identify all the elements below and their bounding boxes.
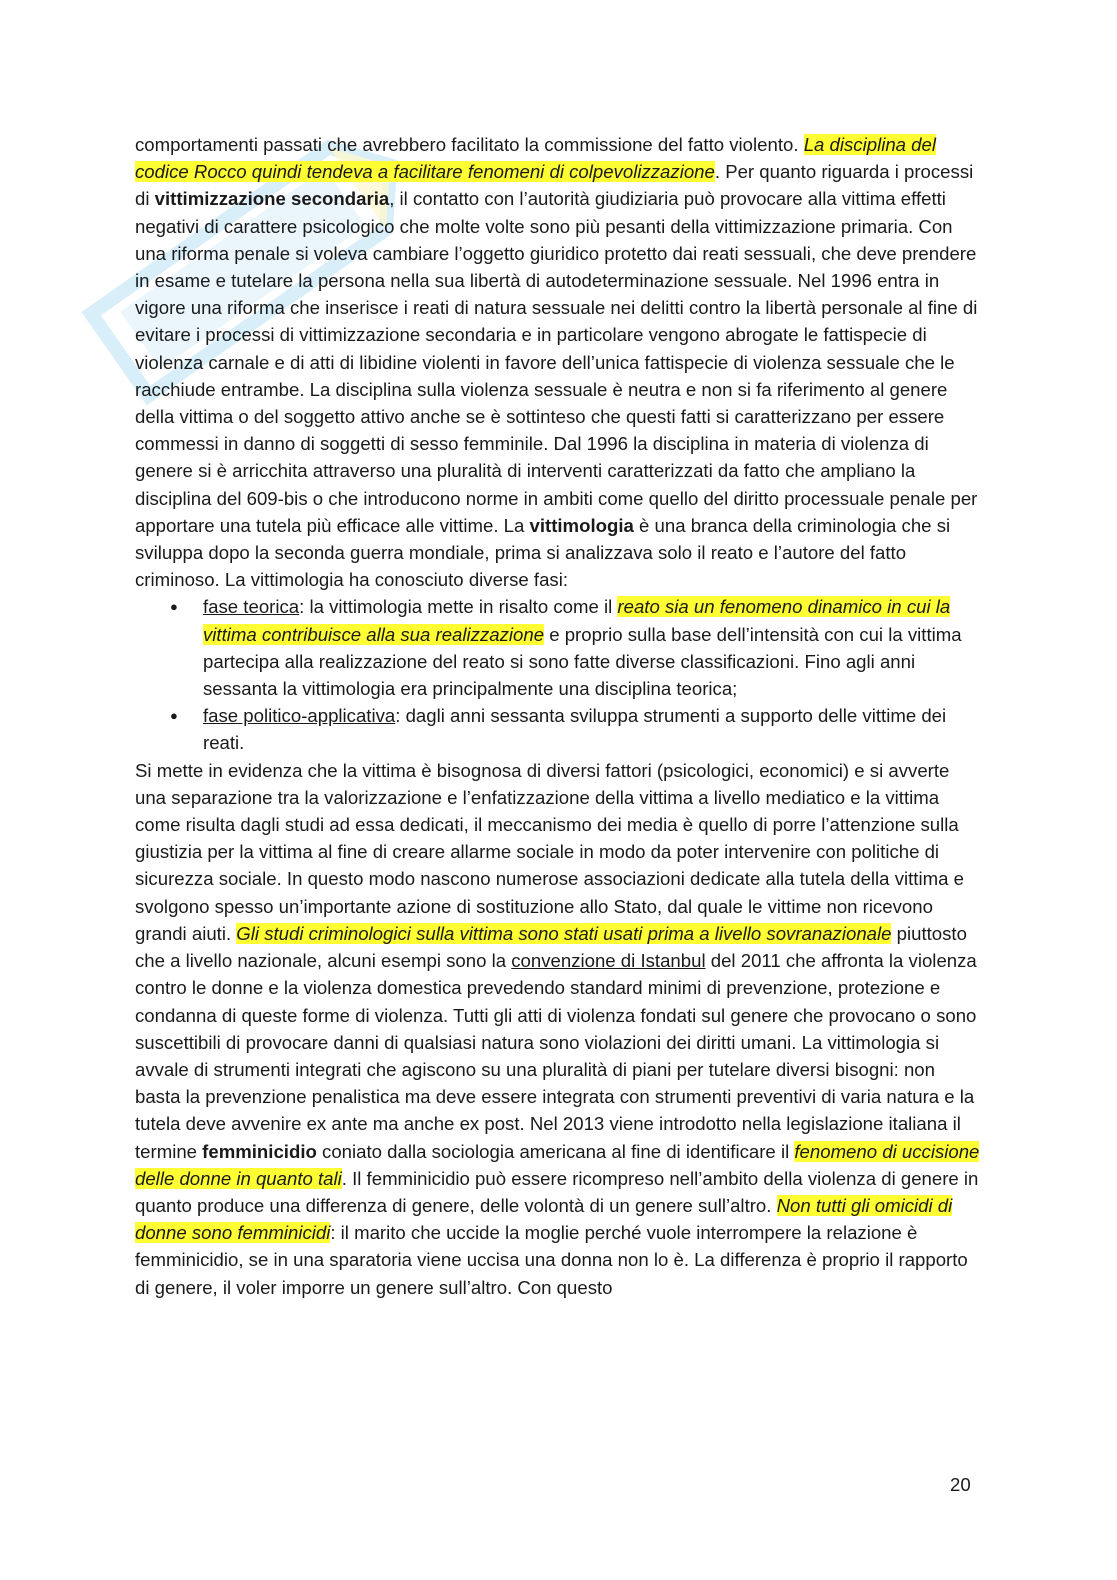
text-run: : dagli anni sessanta sviluppa strumenti a supporto delle vittime dei reati. [203, 705, 947, 754]
paragraph [135, 757, 980, 1301]
paragraph [135, 131, 980, 593]
text-run: coniato dalla sociologia americana al fine di identificare il [316, 1140, 795, 1162]
underlined-term: fase teorica [203, 596, 300, 618]
text-run: . Per quanto riguarda i processi di [135, 161, 974, 210]
text-run: : la vittimologia mette in risalto come il [299, 596, 618, 618]
underlined-term: convenzione di Istanbul [511, 950, 706, 972]
page-number: 20 [950, 1474, 971, 1495]
bullet-list [135, 593, 980, 756]
highlighted-text: reato sia un fenomeno dinamico in cui la vittima contribuisce alla sua realizzazione [203, 596, 951, 645]
list-item [203, 593, 980, 702]
highlighted-text: Gli studi criminologici sulla vittima sono stati usati prima a livello sovranazionale [236, 922, 892, 944]
text-run: piuttosto che a livello nazionale, alcuni esempi sono la [135, 922, 967, 972]
text-run: , il contatto con l’autorità giudiziaria può provocare alla vittima effetti negativi di carattere psicologico che molte volte sono più pesanti della vittimizzazione primaria. Con una riforma penale si voleva cambiare l’oggetto giuridico protetto dai reati sessuali, che deve prendere in esame e tutelare la persona nella sua libertà di autodeterminazione sessuale. Nel 1996 entra in vigore una riforma che inserisce i reati di natura sessuale nei delitti contro la libertà personale al fine di evitare i processi di vittimizzazione secondaria e in particolare vengono abrogate le fattispecie di violenza carnale e di atti di libidine violenti in favore dell’unica fattispecie di violenza sessuale che le racchiude entrambe. La disciplina sulla violenza sessuale è neutra e non si fa riferimento al genere della vittima o del soggetto attivo anche se è sottinteso che questi fatti si caratterizzano per essere commessi in danno di soggetti di sesso femminile. Dal 1996 la disciplina in materia di violenza di genere si è arricchita attraverso una pluralità di interventi caratterizzati da fatto che ampliano la disciplina del 609-bis o che introducono norme in ambiti come quello del diritto processuale penale per apportare una tutela più efficace alle vittime. La [135, 188, 978, 536]
document-body [135, 131, 980, 1301]
text-run: è una branca della criminologia che si sviluppa dopo la seconda guerra mondiale, prima si analizzava solo il reato e l’autore del fatto criminoso. La vittimologia ha conosciuto diverse fasi: [135, 514, 951, 591]
list-item [203, 702, 980, 756]
bold-term: femminicidio [202, 1140, 317, 1162]
text-run: del 2011 che affronta la violenza contro le donne e la violenza domestica prevedendo standard minimi di prevenzione, protezione e condanna di queste forme di violenza. Tutti gli atti di violenza fondati sul genere che provocano o sono suscettibili di provocare danni di qualsiasi natura sono violazioni dei diritti umani. La vittimologia si avvale di strumenti integrati che agiscono su una pluralità di piani per tutelare diversi bisogni: non basta la prevenzione penalistica ma deve essere integrata con strumenti preventivi di varia natura e la tutela deve avvenire ex ante ma anche ex post. Nel 2013 viene introdotto nella legislazione italiana il termine [135, 950, 977, 1162]
highlighted-text: fenomeno di uccisione delle donne in quanto tali [135, 1140, 980, 1189]
bold-term: vittimizzazione secondaria [154, 188, 390, 210]
text-run: comportamenti passati che avrebbero facilitato la commissione del fatto violento. [135, 134, 804, 155]
text-run: . Il femminicidio può essere ricompreso nell’ambito della violenza di genere in quanto produce una differenza di genere, delle volontà di un genere sull’altro. [135, 1167, 979, 1216]
highlighted-text: Non tutti gli omicidi di donne sono femminicidi [135, 1194, 953, 1244]
bold-term: vittimologia [529, 514, 634, 536]
highlighted-text: La disciplina del codice Rocco quindi tendeva a facilitare fenomeni di colpevolizzazione [135, 134, 936, 183]
text-run: e proprio sulla base dell’intensità con cui la vittima partecipa alla realizzazione del reato si sono fatte diverse classificazioni. Fino agli anni sessanta la vittimologia era principalmente una disciplina teorica; [203, 623, 962, 700]
text-run: : il marito che uccide la moglie perché vuole interrompere la relazione è femminicidio, se in una sparatoria viene uccisa una donna non lo è. La differenza è proprio il rapporto di genere, il voler imporre un genere sull’altro. Con questo [135, 1222, 968, 1298]
underlined-term: fase politico-applicativa [203, 705, 396, 727]
text-run: Si mette in evidenza che la vittima è bisognosa di diversi fattori (psicologici, economici) e si avverte una separazione tra la valorizzazione e l’enfatizzazione della vittima a livello mediatico e la vittima come risulta dagli studi ad essa dedicati, il meccanismo dei media è quello di porre l’attenzione sulla giustizia per la vittima al fine di creare allarme sociale in modo da poter intervenire con politiche di sicurezza sociale. In questo modo nascono numerose associazioni dedicate alla tutela della vittima e svolgono spesso un’importante azione di sostituzione allo Stato, dal quale le vittime non ricevono grandi aiuti. [135, 759, 964, 944]
